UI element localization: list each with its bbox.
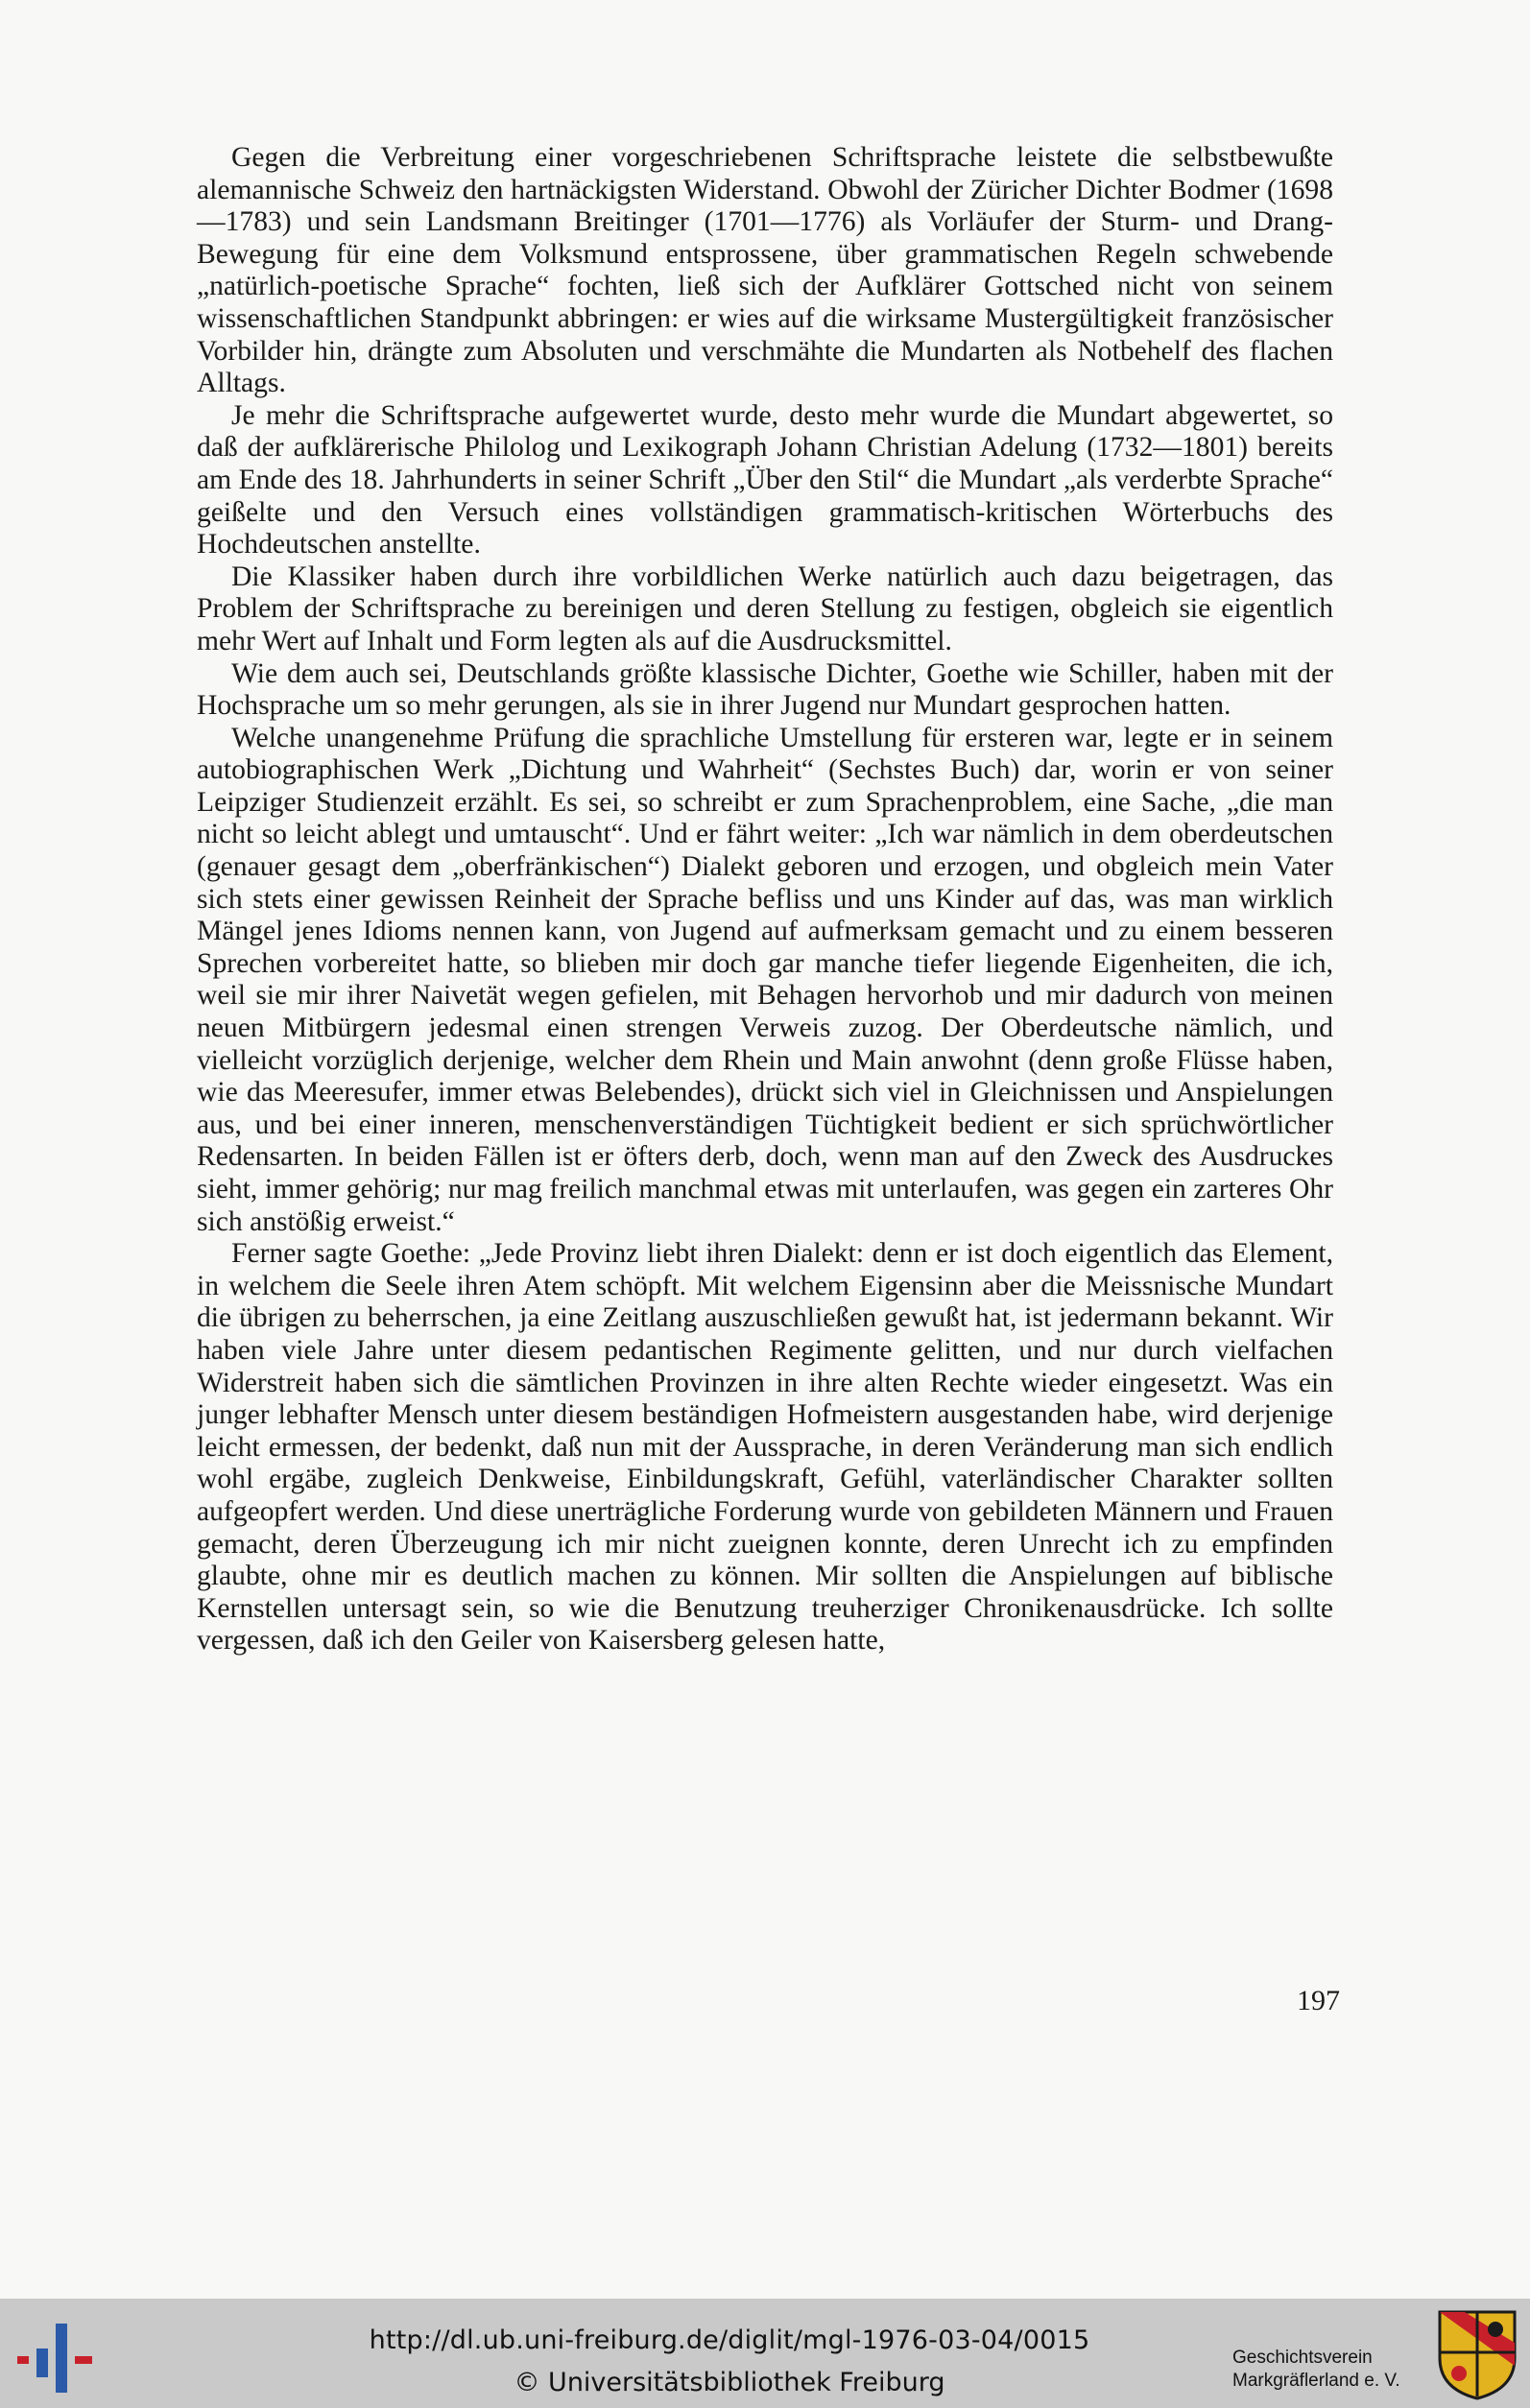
paragraph: Gegen die Verbreitung einer vorgeschriebenen Schriftsprache leistete die selbstbewußte alemannische Schweiz den hartnäckigsten Widerstand. Obwohl der Züricher Dichter Bodmer (1698—1783) und sein Landsmann Breitinger (1701—1776) als Vorläufer der Sturm- und Drang-Bewegung für eine dem Volksmund entsprossene, über grammatischen Regeln schwebende „natürlich-poetische Sprache“ fochten, ließ sich der Aufklärer Gottsched nicht von seinem wissenschaftlichen Standpunkt abbringen: er wies auf die wirksame Mustergültigkeit französischer Vorbilder hin, drängte zum Absoluten und verschmähte die Mundarten als Notbehelf des flachen Alltags. xyxy=(197,142,1333,399)
document-url-link[interactable]: http://dl.ub.uni-freiburg.de/diglit/mgl-1976-03-04/0015 xyxy=(369,2325,1090,2355)
paragraph: Welche unangenehme Prüfung die sprachliche Umstellung für ersteren war, legte er in seinem autobiographischen Werk „Dichtung und Wahrheit“ (Sechstes Buch) dar, worin er von seiner Leipziger Studienzeit erzählt. Es sei, so schreibt er zum Sprachenproblem, eine Sache, „die man nicht so leicht ablegt und umtauscht“. Und er fährt weiter: „Ich war nämlich in dem oberdeutschen (genauer gesagt dem „oberfränkischen“) Dialekt geboren und erzogen, und obgleich mein Vater sich stets einer gewissen Reinheit der Sprache befliss und uns Kinder auf das, was man wirklich Mängel jenes Idioms nennen kann, von Jugend auf aufmerksam gemacht und zu einem besseren Sprechen vorbereitet hatte, so blieben mir doch gar manche tiefer liegende Eigenheiten, die ich, weil sie mir ihrer Naivetät wegen gefielen, mit Behagen hervorhob und mir dadurch von meinen neuen Mitbürgern jedesmal einen strengen Verweis zuzog. Der Oberdeutsche nämlich, und vielleicht vorzüglich derjenige, welcher dem Rhein und Main anwohnt (denn große Flüsse haben, wie das Meeresufer, immer etwas Belebendes), drückt sich viel in Gleichnissen und Anspielungen aus, und bei einer inneren, menschenverständigen Tüchtigkeit bedient er sich sprüchwörtlicher Redensarten. In beiden Fällen ist er öfters derb, doch, wenn man auf den Zweck des Ausdruckes sieht, immer gehörig; nur mag freilich manchmal etwas mit unterlaufen, was gegen ein zarteres Ohr sich anstößig erweist.“ xyxy=(197,722,1333,1237)
society-name xyxy=(1232,2347,1424,2393)
paragraph: Die Klassiker haben durch ihre vorbildlichen Werke natürlich auch dazu beigetragen, das Problem der Schriftsprache zu bereinigen und deren Stellung zu festigen, obgleich sie eigentlich mehr Wert auf Inhalt und Form legten als auf die Ausdrucksmittel. xyxy=(197,560,1333,656)
footer-bar xyxy=(0,2299,1530,2408)
paragraph: Wie dem auch sei, Deutschlands größte klassische Dichter, Goethe wie Schiller, haben mit der Hochsprache um so mehr gerungen, als sie in ihrer Jugend nur Mundart gesprochen hatten. xyxy=(197,657,1333,722)
coat-of-arms-icon xyxy=(1436,2308,1518,2400)
society-name-line: Markgräflerland e. V. xyxy=(1232,2371,1400,2391)
copyright-text: © Universitätsbibliothek Freiburg xyxy=(514,2368,945,2397)
page-number: 197 xyxy=(1297,1985,1340,2016)
society-name-line: Geschichtsverein xyxy=(1232,2348,1373,2368)
ub-freiburg-logo-icon[interactable] xyxy=(13,2314,100,2395)
body-text xyxy=(197,142,1333,1657)
paragraph: Je mehr die Schriftsprache aufgewertet wurde, desto mehr wurde die Mundart abgewertet, so daß der aufklärerische Philolog und Lexikograph Johann Christian Adelung (1732—1801) bereits am Ende des 18. Jahrhunderts in seiner Schrift „Über den Stil“ die Mundart „als verderbte Sprache“ geißelte und den Versuch eines vollständigen grammatisch-kritischen Wörterbuchs des Hochdeutschen anstellte. xyxy=(197,399,1333,560)
paragraph: Ferner sagte Goethe: „Jede Provinz liebt ihren Dialekt: denn er ist doch eigentlich das Element, in welchem die Seele ihren Atem schöpft. Mit welchem Eigensinn aber die Meissnische Mundart die übrigen zu beherrschen, ja eine Zeitlang auszuschließen gewußt hat, ist jedermann bekannt. Wir haben viele Jahre unter diesem pedantischen Regimente gelitten, und nur durch vielfachen Widerstreit haben sich die sämtlichen Provinzen in ihre alten Rechte wieder eingesetzt. Was ein junger lebhafter Mensch unter diesem beständigen Hofmeistern ausgestanden habe, wird derjenige leicht ermessen, der bedenkt, daß nun mit der Aussprache, in deren Veränderung man sich endlich wohl ergäbe, zugleich Denkweise, Einbildungskraft, Gefühl, vaterländischer Charakter sollten aufgeopfert werden. Und diese unerträgliche Forderung wurde von gebildeten Männern und Frauen gemacht, deren Überzeugung ich mir nicht zueignen konnte, deren Unrecht ich zu empfinden glaubte, ohne mir es deutlich machen zu können. Mir sollten die Anspielungen auf biblische Kernstellen untersagt sein, so wie die Benutzung treuherziger Chronikenausdrücke. Ich sollte vergessen, daß ich den Geiler von Kaisersberg gelesen hatte, xyxy=(197,1238,1333,1657)
